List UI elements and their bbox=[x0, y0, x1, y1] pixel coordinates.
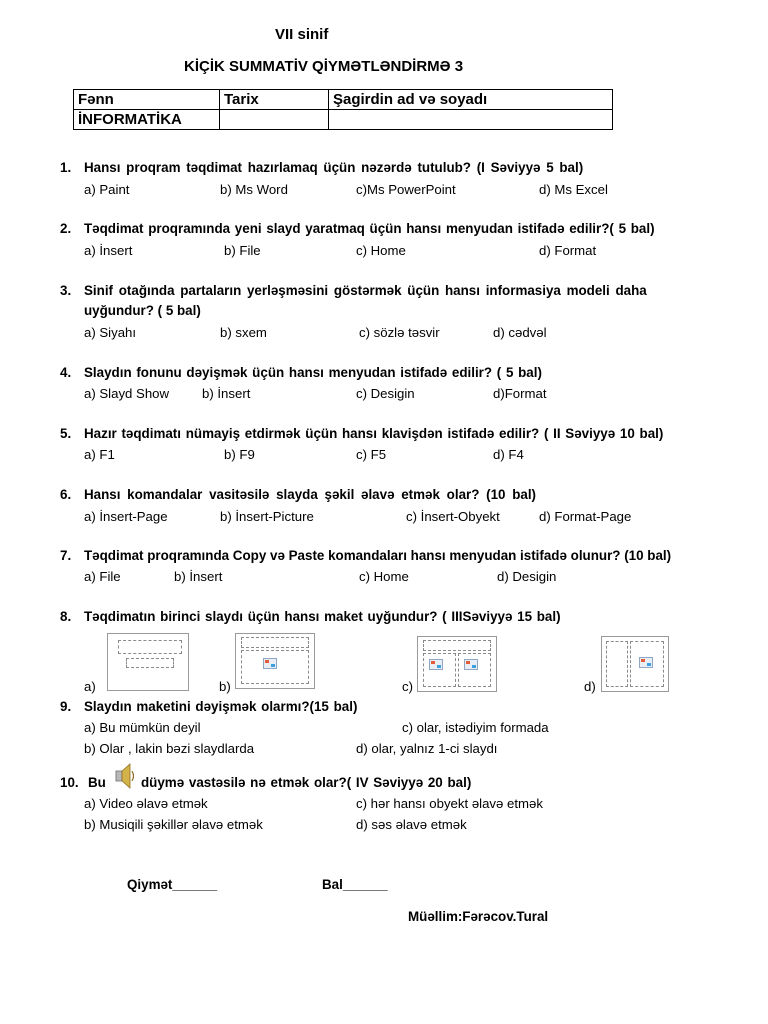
q4-option-d: d)Format bbox=[493, 386, 547, 401]
q3-option-c: c) sözlə təsvir bbox=[359, 325, 440, 340]
title-slide-layout-thumbnail bbox=[107, 633, 189, 691]
student-name-value bbox=[329, 110, 613, 130]
q10-option-a: a) Video əlavə etmək bbox=[84, 796, 208, 811]
subject-value: İNFORMATİKA bbox=[74, 110, 220, 130]
q3-option-d: d) cədvəl bbox=[493, 325, 547, 340]
picture-icon bbox=[464, 659, 478, 670]
date-header: Tarix bbox=[220, 90, 329, 110]
q6-option-a: a) İnsert-Page bbox=[84, 509, 168, 524]
content-layout-thumbnail bbox=[235, 633, 315, 689]
q5-option-c: c) F5 bbox=[356, 447, 387, 462]
q1-option-b: b) Ms Word bbox=[220, 182, 288, 197]
info-table-row bbox=[74, 110, 613, 130]
q5-option-a: a) F1 bbox=[84, 447, 115, 462]
picture-icon bbox=[639, 657, 653, 668]
q2-option-b: b) File bbox=[224, 243, 261, 258]
speaker-icon bbox=[113, 761, 137, 791]
q9-option-a: a) Bu mümkün deyil bbox=[84, 720, 201, 735]
date-value bbox=[220, 110, 329, 130]
question-7-text: Təqdimat proqramında Copy və Paste komandaları hansı menyudan istifadə olunur? (10 bal) bbox=[84, 548, 672, 563]
q2-option-c: c) Home bbox=[356, 243, 406, 258]
q1-option-d: d) Ms Excel bbox=[539, 182, 608, 197]
q4-option-b: b) İnsert bbox=[202, 386, 251, 401]
q2-option-a: a) İnsert bbox=[84, 243, 133, 258]
q10-option-b: b) Musiqili şəkillər əlavə etmək bbox=[84, 817, 263, 832]
q10-option-c: c) hər hansı obyekt əlavə etmək bbox=[356, 796, 543, 811]
q1-option-a: a) Paint bbox=[84, 182, 130, 197]
question-1-text: Hansı proqram təqdimat hazırlamaq üçün nəzərdə tutulub? (I Səviyyə 5 bal) bbox=[84, 160, 584, 175]
picture-icon bbox=[429, 659, 443, 670]
q3-option-a: a) Siyahı bbox=[84, 325, 137, 340]
question-5-text: Hazır təqdimatı nümayiş etdirmək üçün hansı klavişdən istifadə edilir? ( II Səviyyə 10 bal) bbox=[84, 426, 664, 441]
question-10-number: 10. bbox=[60, 775, 79, 790]
q6-option-d: d) Format-Page bbox=[539, 509, 632, 524]
question-2-number: 2. bbox=[60, 221, 72, 236]
q7-option-b: b) İnsert bbox=[174, 569, 223, 584]
q6-option-c: c) İnsert-Obyekt bbox=[406, 509, 500, 524]
question-3-text-line2: uyğundur? ( 5 bal) bbox=[84, 303, 201, 318]
question-6-text: Hansı komandalar vasitəsilə slayda şəkil əlavə etmək olar? (10 bal) bbox=[84, 487, 537, 502]
score-field-label: Bal______ bbox=[322, 877, 388, 892]
q6-option-b: b) İnsert-Picture bbox=[220, 509, 314, 524]
q1-option-c: c)Ms PowerPoint bbox=[356, 182, 456, 197]
q7-option-d: d) Desigin bbox=[497, 569, 557, 584]
question-7-number: 7. bbox=[60, 548, 72, 563]
q7-option-c: c) Home bbox=[359, 569, 409, 584]
grade-heading: VII sinif bbox=[275, 26, 329, 43]
question-5-number: 5. bbox=[60, 426, 72, 441]
question-1-number: 1. bbox=[60, 160, 72, 175]
side-title-layout-thumbnail bbox=[601, 636, 669, 692]
question-9-number: 9. bbox=[60, 699, 72, 714]
q5-option-d: d) F4 bbox=[493, 447, 524, 462]
q8-option-d: d) bbox=[584, 679, 596, 694]
q3-option-b: b) sxem bbox=[220, 325, 267, 340]
q9-option-b: b) Olar , lakin bəzi slaydlarda bbox=[84, 741, 255, 756]
q9-option-d: d) olar, yalnız 1-ci slaydı bbox=[356, 741, 498, 756]
grade-field-label: Qiymət______ bbox=[127, 877, 218, 892]
q8-option-b: b) bbox=[219, 679, 231, 694]
q4-option-c: c) Desigin bbox=[356, 386, 415, 401]
info-table bbox=[73, 89, 613, 130]
question-8-text: Təqdimatın birinci slaydı üçün hansı maket uyğundur? ( IIISəviyyə 15 bal) bbox=[84, 609, 561, 624]
q4-option-a: a) Slayd Show bbox=[84, 386, 170, 401]
q5-option-b: b) F9 bbox=[224, 447, 255, 462]
question-4-number: 4. bbox=[60, 365, 72, 380]
question-10-text: düymə vastəsilə nə etmək olar?( IV Səviyyə 20 bal) bbox=[141, 775, 472, 790]
q9-option-c: c) olar, istədiyim formada bbox=[402, 720, 549, 735]
subject-header: Fənn bbox=[74, 90, 220, 110]
question-4-text: Slaydın fonunu dəyişmək üçün hansı menyudan istifadə edilir? ( 5 bal) bbox=[84, 365, 542, 380]
question-9-text: Slaydın maketini dəyişmək olarmı?(15 bal) bbox=[84, 699, 358, 714]
question-3-number: 3. bbox=[60, 283, 72, 298]
question-3-text: Sinif otağında partaların yerləşməsini göstərmək üçün hansı informasiya modeli daha bbox=[84, 283, 647, 298]
question-8-number: 8. bbox=[60, 609, 72, 624]
q2-option-d: d) Format bbox=[539, 243, 597, 258]
two-content-layout-thumbnail bbox=[417, 636, 497, 692]
q10-option-d: d) səs əlavə etmək bbox=[356, 817, 467, 832]
info-table-header-row bbox=[74, 90, 613, 110]
q8-option-c: c) bbox=[402, 679, 413, 694]
question-2-text: Təqdimat proqramında yeni slayd yaratmaq üçün hansı menyudan istifadə edilir?( 5 bal) bbox=[84, 221, 655, 236]
teacher-signature: Müəllim:Fərəcov.Tural bbox=[408, 909, 549, 924]
student-name-header: Şagirdin ad və soyadı bbox=[329, 90, 613, 110]
question-10-text-prefix: Bu bbox=[88, 775, 106, 790]
q7-option-a: a) File bbox=[84, 569, 121, 584]
q8-option-a: a) bbox=[84, 679, 96, 694]
page-title: KİÇİK SUMMATİV QİYMƏTLƏNDİRMƏ 3 bbox=[184, 58, 464, 75]
picture-icon bbox=[263, 658, 277, 669]
question-6-number: 6. bbox=[60, 487, 72, 502]
